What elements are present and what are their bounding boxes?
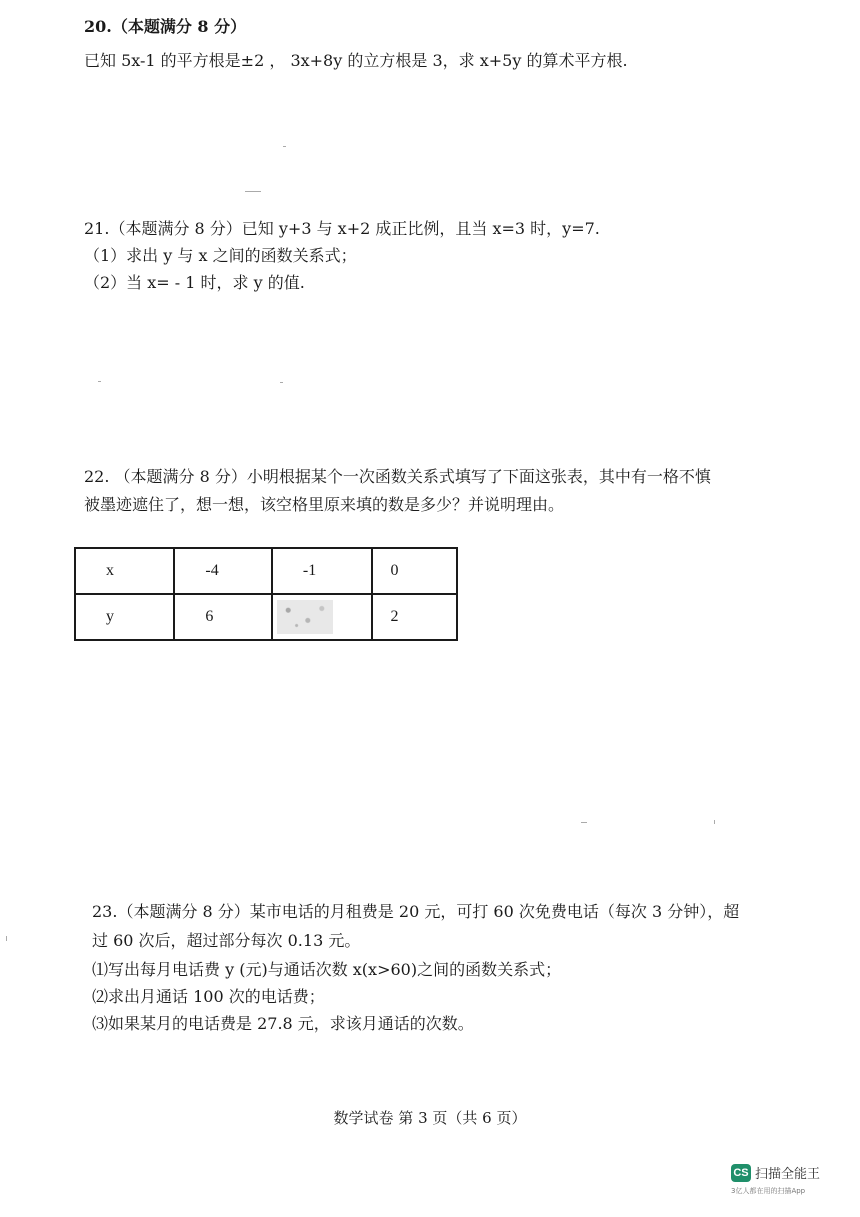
scan-speck	[280, 382, 283, 383]
scan-speck	[245, 191, 261, 192]
table-row	[75, 594, 457, 640]
table-cell: 6	[174, 594, 271, 640]
table-cell: -4	[174, 548, 271, 594]
q22-line1: 22. （本题满分 8 分）小明根据某个一次函数关系式填写了下面这张表，其中有一格不慎	[84, 467, 711, 486]
camscanner-logo-icon: CS	[731, 1164, 751, 1182]
q23-part1: ⑴写出每月电话费 y (元)与通话次数 x(x>60)之间的函数关系式；	[92, 960, 562, 979]
scan-speck	[6, 936, 7, 941]
watermark-name: 扫描全能王	[755, 1167, 821, 1182]
ink-blot-icon	[277, 600, 333, 634]
q20-header: 20.（本题满分 8 分）	[84, 17, 247, 36]
q23-line2: 过 60 次后，超过部分每次 0.13 元。	[92, 931, 361, 950]
q21-part2: （2）当 x= - 1 时，求 y 的值.	[84, 273, 305, 292]
q22-line2: 被墨迹遮住了，想一想，该空格里原来填的数是多少？并说明理由。	[84, 495, 565, 514]
q21-part1: （1）求出 y 与 x 之间的函数关系式；	[84, 246, 357, 265]
table-row	[75, 548, 457, 594]
scanner-watermark	[731, 1163, 820, 1182]
scan-speck	[283, 146, 286, 147]
watermark-tagline: 3亿人都在用的扫描App	[731, 1187, 806, 1195]
table-cell: 2	[372, 594, 457, 640]
table-cell: x	[75, 548, 174, 594]
scan-speck	[98, 381, 101, 382]
q21-header: 21.（本题满分 8 分）已知 y+3 与 x+2 成正比例，且当 x=3 时，y=7.	[84, 219, 600, 238]
ink-covered-cell	[272, 594, 372, 640]
q23-part3: ⑶如果某月的电话费是 27.8 元，求该月通话的次数。	[92, 1014, 474, 1033]
q23-line1: 23.（本题满分 8 分）某市电话的月租费是 20 元，可打 60 次免费电话（每次 3 分钟），超	[92, 902, 740, 921]
value-table	[74, 547, 458, 641]
table-cell: 0	[372, 548, 457, 594]
scan-speck	[714, 820, 715, 824]
table-cell: y	[75, 594, 174, 640]
q23-part2: ⑵求出月通话 100 次的电话费；	[92, 987, 325, 1006]
q20-body: 已知 5x-1 的平方根是±2 ， 3x+8y 的立方根是 3，求 x+5y 的算术平方根.	[84, 51, 628, 70]
scan-speck	[581, 822, 587, 823]
page-footer: 数学试卷 第 3 页（共 6 页）	[333, 1109, 527, 1127]
table-cell: -1	[272, 548, 372, 594]
